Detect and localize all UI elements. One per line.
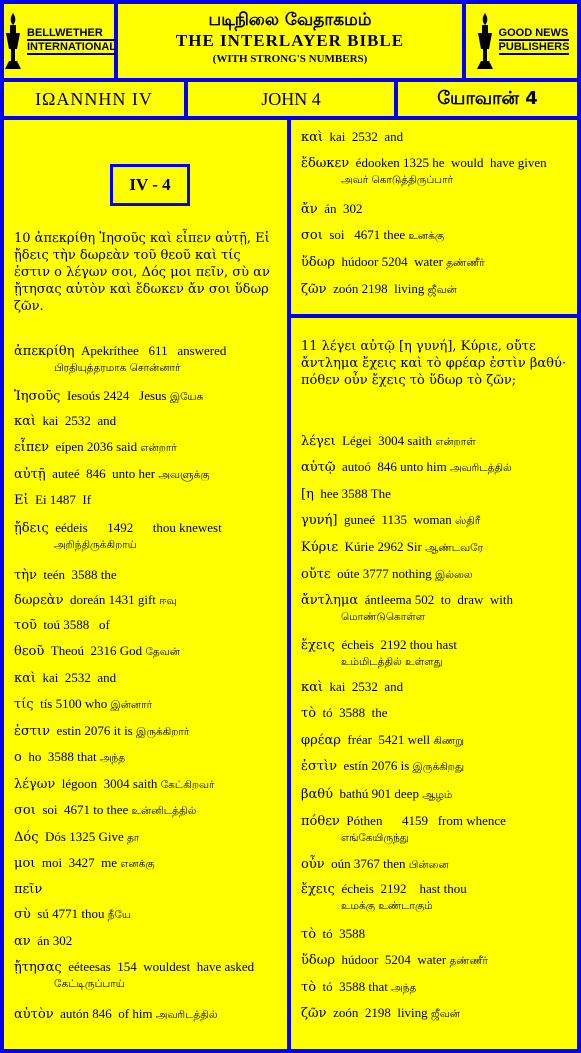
word-entry: [301, 154, 571, 189]
transliteration: ántleema 502 to draw with: [358, 592, 517, 607]
tamil-gloss: தேவன்: [145, 646, 180, 658]
word-entry: [301, 565, 571, 584]
word-entry: [14, 695, 281, 714]
transliteration: soi 4671 thee: [322, 227, 409, 242]
word-entry: [14, 591, 281, 610]
transliteration: ho 3588 that: [21, 749, 100, 764]
transliteration: Légei 3004 saith: [335, 433, 436, 448]
transliteration: án 302: [317, 201, 366, 216]
tamil-gloss: மொண்டுகொள்ள: [341, 611, 426, 623]
word-entry: [14, 801, 281, 820]
logo-left-line2: INTERNATIONAL: [27, 41, 117, 53]
greek-word: Εἰ: [14, 493, 29, 508]
transliteration: zoón 2198 living: [326, 281, 428, 296]
word-entry: [301, 538, 571, 557]
word-entry: [301, 855, 571, 874]
transliteration: estin 2076 it is: [50, 723, 136, 738]
logo-right-line1: GOOD NEWS: [498, 27, 569, 39]
greek-word: τὴν: [14, 568, 37, 583]
word-entry: [301, 485, 571, 503]
word-entry: [301, 880, 571, 915]
transliteration: teén 3588 the: [36, 567, 120, 582]
word-entry: [14, 519, 281, 554]
greek-word: ἄν: [301, 202, 318, 217]
book-english: JOHN 4: [188, 82, 394, 116]
transliteration: toú 3588 of: [36, 617, 114, 632]
tamil-gloss: இருக்கிறார்: [136, 726, 190, 738]
word-entry: [301, 925, 571, 943]
greek-word: εἶπεν: [14, 440, 50, 455]
greek-word: ᾔδεις: [14, 521, 49, 536]
greek-word: καὶ: [14, 414, 37, 429]
tamil-gloss: பின்னை: [408, 859, 449, 871]
word-entry: [301, 978, 571, 997]
transliteration: án 302: [30, 933, 76, 948]
transliteration: autoó 846 unto him: [335, 459, 450, 474]
greek-word: ὕδωρ: [301, 953, 335, 968]
tamil-gloss: அவர் கொடுத்திருப்பார்: [341, 174, 454, 186]
greek-word: ᾔτησας: [14, 960, 62, 975]
tamil-gloss: என்றாள்: [435, 436, 476, 448]
tamil-gloss: அந்த: [391, 982, 417, 994]
transliteration: autón 846 of him: [53, 1006, 156, 1021]
tamil-gloss: உனக்கு: [408, 230, 445, 242]
tamil-gloss: இயேசு: [169, 391, 204, 403]
word-entry: [14, 616, 281, 634]
transliteration: húdoor 5204 water: [334, 952, 450, 967]
transliteration: édooken 1325 he would have given: [349, 155, 550, 170]
greek-word: ἔχεις: [301, 638, 335, 653]
transliteration: légoon 3004 saith: [55, 776, 161, 791]
tamil-gloss: உன்னிடத்தில்: [131, 805, 197, 817]
transliteration: moi 3427 me: [35, 855, 121, 870]
word-entry: [14, 1005, 281, 1024]
transliteration: Iesoús 2424 Jesus: [60, 388, 170, 403]
tamil-gloss: அறிந்திருக்கிறாய்: [54, 539, 137, 551]
transliteration: oún 3767 then: [324, 856, 409, 871]
page-subtitle: (WITH STRONG'S NUMBERS): [212, 53, 368, 65]
transliteration: Dós 1325 Give: [38, 829, 127, 844]
greek-word: ἔδωκεν: [301, 156, 350, 171]
transliteration: eípen 2036 said: [49, 439, 141, 454]
transliteration: Ei 1487 If: [28, 492, 95, 507]
transliteration: tó 3588 that: [316, 979, 392, 994]
transliteration: Póthen 4159 from whence: [339, 813, 510, 828]
tamil-gloss: தா: [126, 832, 140, 844]
transliteration: kai 2532 and: [323, 129, 407, 144]
transliteration: húdoor 5204 water: [334, 254, 447, 269]
word-entry: [301, 1004, 571, 1023]
greek-word: λέγει: [301, 434, 336, 449]
word-entry: [14, 905, 281, 924]
book-greek: ΙΩΑΝΝΗΝ IV: [4, 82, 184, 116]
word-entry: [14, 958, 281, 993]
tamil-gloss: அவரிடத்தில்: [449, 462, 512, 474]
bellwether-logo: [4, 4, 117, 78]
word-entry: [14, 438, 281, 457]
greek-word: αὐτῇ: [14, 467, 46, 482]
word-entry: [301, 704, 571, 722]
word-entry: [14, 854, 281, 873]
tamil-gloss: கேட்டிருப்பாய்: [54, 978, 125, 990]
tamil-gloss: ஆழம்: [422, 789, 453, 801]
transliteration: kai 2532 and: [323, 679, 407, 694]
transliteration: zoón 2198 living: [326, 1005, 431, 1020]
word-entry: [301, 757, 571, 776]
word-entry: [301, 678, 571, 696]
transliteration: tó 3588: [316, 926, 369, 941]
greek-word: αὐτὸν: [14, 1007, 54, 1022]
greek-word: αὐτῷ: [301, 460, 336, 475]
word-entry: [301, 128, 571, 146]
greek-word: τὸ: [301, 927, 317, 942]
greek-word: καὶ: [301, 680, 324, 695]
word-entry: [301, 253, 571, 272]
tamil-gloss: கிணறு: [433, 735, 465, 747]
tamil-gloss: எனக்கு: [120, 858, 155, 870]
tamil-gloss: ஜீவன்: [430, 1008, 460, 1020]
verse-10-text: 10 ἀπεκρίθη Ἰησοῦς καὶ εἶπεν αὐτῇ, Εἰ ᾔδεις τὴν δωρεὰν τοῦ θεοῦ καὶ τίς ἐστιν ο λέγων σοι, Δός μοι πεῖν, σὺ αν ᾔτησας αὐτὸν καὶ ἔδωκεν ἄν σοι ὕδωρ ζῶν.: [14, 231, 270, 314]
tamil-gloss: நீயே: [107, 909, 131, 921]
book-tamil: யோவான் 4: [398, 82, 577, 116]
greek-word: πεῖν: [14, 882, 43, 897]
word-entry: [14, 342, 281, 377]
word-entry: [14, 748, 281, 767]
greek-word: πόθεν: [301, 814, 340, 829]
greek-word: βαθύ: [301, 787, 334, 802]
transliteration: kai 2532 and: [36, 670, 120, 685]
tamil-gloss: என்றார்: [140, 442, 177, 454]
greek-word: φρέαρ: [301, 733, 341, 748]
greek-word: δωρεὰν: [14, 593, 64, 608]
greek-word: θεοῦ: [14, 644, 45, 659]
tamil-gloss: தண்ணீர்: [449, 955, 488, 967]
greek-word: ἔχεις: [301, 882, 335, 897]
word-entry: [14, 722, 281, 741]
greek-word: ο: [14, 750, 22, 765]
greek-word: γυνή]: [301, 513, 338, 528]
transliteration: auteé 846 unto her: [45, 466, 159, 481]
word-entry: [301, 591, 571, 626]
transliteration: eéteesas 154 wouldest have asked: [61, 959, 258, 974]
greek-word: Ἰησοῦς: [14, 389, 61, 404]
greek-word: ἐστὶν: [301, 759, 338, 774]
right-bottom-column: [291, 318, 577, 1049]
greek-word: οὖν: [301, 857, 325, 872]
greek-word: καὶ: [14, 671, 37, 686]
greek-word: τοῦ: [14, 618, 37, 633]
greek-word: ἀπεκρίθη: [14, 344, 75, 359]
word-entry: [301, 432, 571, 451]
tamil-gloss: இன்னார்: [110, 699, 153, 711]
left-column: [4, 120, 287, 1049]
transliteration: oúte 3777 nothing: [330, 566, 436, 581]
lamp-icon: [474, 11, 496, 71]
word-entry: [14, 669, 281, 687]
transliteration: bathú 901 deep: [333, 786, 423, 801]
tamil-gloss: அவளுக்கு: [158, 469, 210, 481]
transliteration: eédeis 1492 thou knewest: [48, 520, 225, 535]
transliteration: tó 3588 the: [316, 705, 391, 720]
word-entry: [14, 828, 281, 847]
greek-word: σοι: [14, 803, 36, 818]
word-entry: [301, 812, 571, 847]
word-entry: [14, 465, 281, 484]
transliteration: tís 5100 who: [33, 696, 111, 711]
transliteration: hee 3588 The: [313, 486, 395, 501]
word-entry: [14, 880, 281, 898]
greek-word: ζῶν: [301, 1006, 327, 1021]
greek-word: μοι: [14, 856, 36, 871]
transliteration: écheis 2192 hast thou: [334, 881, 471, 896]
greek-word: τὸ: [301, 706, 317, 721]
header-title-block: [118, 4, 462, 78]
greek-word: αν: [14, 934, 31, 949]
greek-word: ζῶν: [301, 282, 327, 297]
tamil-gloss: உமக்கு உண்டாகும்: [341, 900, 433, 912]
word-entry: [301, 951, 571, 970]
tamil-gloss: அவரிடத்தில்: [155, 1009, 218, 1021]
chapter-label: IV - 4: [110, 164, 190, 206]
word-entry: [301, 731, 571, 750]
logo-right-line2: PUBLISHERS: [498, 41, 570, 53]
tamil-gloss: அந்த: [99, 752, 126, 764]
tamil-gloss: இல்லை: [435, 569, 473, 581]
word-entry: [14, 491, 281, 509]
greek-word: Κύριε: [301, 540, 339, 555]
lamp-icon: [2, 11, 24, 71]
logo-left-line1: BELLWETHER: [27, 27, 116, 41]
word-entry: [301, 785, 571, 804]
transliteration: soi 4671 to thee: [35, 802, 132, 817]
word-entry: [301, 511, 571, 530]
transliteration: écheis 2192 thou hast: [334, 637, 461, 652]
tamil-gloss: தண்ணீர்: [446, 257, 485, 269]
word-entry: [301, 636, 571, 671]
tamil-gloss: கேட்கிறவர்: [160, 779, 215, 791]
transliteration: guneé 1135 woman: [337, 512, 456, 527]
greek-word: καὶ: [301, 130, 324, 145]
tamil-gloss: எங்கேயிருந்து: [341, 832, 409, 844]
tamil-gloss: ஸ்திரீ: [455, 515, 481, 527]
tamil-gloss: ஈவு: [159, 595, 177, 607]
transliteration: kai 2532 and: [36, 413, 120, 428]
word-entry: [14, 642, 281, 661]
transliteration: sú 4771 thou: [30, 906, 108, 921]
tamil-title: படிநிலை வேதாகமம்: [208, 10, 372, 30]
word-entry: [301, 280, 571, 299]
greek-word: [η: [301, 487, 314, 502]
good-news-logo: [466, 4, 577, 78]
greek-word: ὕδωρ: [301, 255, 335, 270]
transliteration: fréar 5421 well: [340, 732, 434, 747]
greek-word: λέγων: [14, 777, 56, 792]
transliteration: estín 2076 is: [337, 758, 413, 773]
greek-word: σοι: [301, 228, 323, 243]
transliteration: doreán 1431 gift: [63, 592, 160, 607]
greek-word: σὺ: [14, 907, 31, 922]
greek-word: οὔτε: [301, 567, 331, 582]
tamil-gloss: ஜீவன்: [427, 284, 457, 296]
page-title: THE INTERLAYER BIBLE: [175, 31, 405, 50]
greek-word: τίς: [14, 697, 34, 712]
word-entry: [14, 387, 281, 406]
word-entry: [301, 226, 571, 245]
word-entry: [14, 775, 281, 794]
greek-word: τὸ: [301, 980, 317, 995]
transliteration: Theoú 2316 God: [44, 643, 146, 658]
transliteration: Kúrie 2962 Sir: [338, 539, 426, 554]
word-entry: [301, 458, 571, 477]
word-entry: [14, 412, 281, 430]
greek-word: ἐστιν: [14, 724, 51, 739]
word-entry: [301, 200, 571, 218]
word-entry: [14, 566, 281, 584]
word-entry: [14, 932, 281, 950]
greek-word: ἄντλημα: [301, 593, 359, 608]
greek-word: Δός: [14, 830, 39, 845]
tamil-gloss: பிரதியுத்தரமாக சொன்னார்: [54, 362, 181, 374]
tamil-gloss: ஆண்டவரே: [425, 542, 484, 554]
tamil-gloss: உம்மிடத்தில் உள்ளது: [341, 656, 443, 668]
transliteration: Apekrítheе 611 answered: [74, 343, 230, 358]
verse-11-text: 11 λέγει αὐτῷ [η γυνή], Κύριε, οὔτε ἄντλημα ἔχεις καὶ τὸ φρέαρ ἐστὶν βαθύ· πόθεν οὖν ἔχεις τὸ ὕδωρ τὸ ζῶν;: [301, 339, 567, 388]
tamil-gloss: இருக்கிறது: [412, 761, 465, 773]
right-top-column: [291, 120, 577, 314]
